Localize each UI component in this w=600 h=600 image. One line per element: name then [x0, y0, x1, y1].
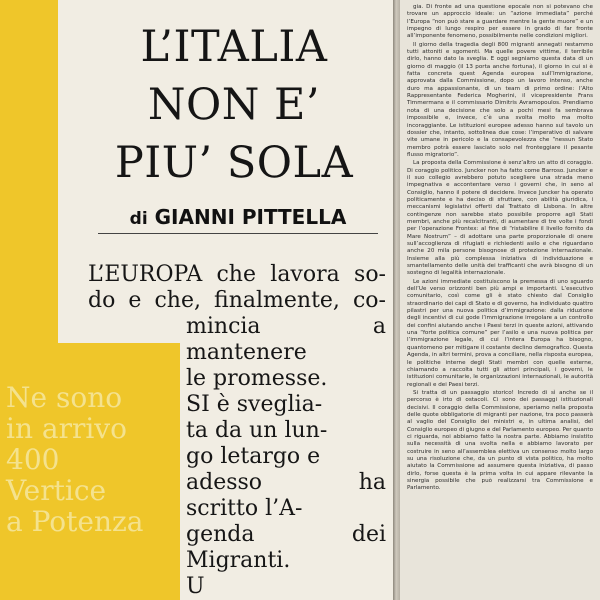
sidebar-line: Vertice — [6, 474, 107, 507]
byline-prefix: di — [129, 209, 148, 229]
byline-author: GIANNI PITTELLA — [154, 205, 347, 229]
lead-paragraph — [88, 262, 386, 600]
headline-line: NON E’ — [147, 80, 321, 130]
lead-line: mincia a — [186, 314, 386, 339]
byline — [98, 205, 378, 229]
sidebar-line: in arrivo — [6, 412, 127, 445]
column-paragraph: Le azioni immediate costituiscono la premessa di uno sguardo dell’Ue verso orizzonti ben più ampi e importanti. L’esecutivo comunitario, così come gli è stato chiesto dal Consiglio straordinario dei capi di Stato e di governo, ha individuato quattro pilastri per una nuova politica d’immigrazione: dalla riduzione degli incentivi di cui gode l’immigrazione irregolare a un controllo dei confini aiutando anche i Paesi terzi in queste azioni, attivando una “forte politica comune” per l’asilo e una nuova politica per l’immigrazione legale, di cui l’intera Europa ha bisogno, quantomeno per mitigare il costante declino demografico. Questa Agenda, in altri termini, prova a conciliare, nella risposta europea, le politiche interne degli Stati membri con quelle esterne, chiamando a raccolta tutti gli attori principali, i governi, le istituzioni comunitarie, le organizzazioni internazionali, le autorità regionali e dei Paesi terzi. — [407, 278, 593, 388]
sidebar-line: a Potenza — [6, 505, 144, 538]
sidebar-line: 400 — [6, 443, 60, 476]
article-headline — [95, 18, 373, 192]
headline-line: L’ITALIA — [140, 22, 328, 72]
lead-line: genda dei — [186, 522, 386, 547]
page-fold — [393, 0, 400, 600]
lead-line: le promesse. — [186, 366, 328, 391]
lead-line: do e che, finalmente, co- — [88, 288, 386, 313]
lead-line: Migranti. — [186, 548, 291, 573]
column-paragraph: Il giorno della tragedia degli 800 migranti annegati restammo tutti attoniti e sgomenti. Ma quelle povere vittime, il terribile dirlo, hanno dato la sveglia. E oggi segniamo questa data di un giorno di maggio (il 13 porta anche fortuna), il giorno in cui si è fatta concreta quest Agenda europea sull’Immigrazione, approvata dalla Commissione, dopo un lavoro intenso, anche duro ma appassionante, di un team di primo ordine: l’Alto Rappresentante Federica Mogherini, il vicepresidente Frans Timmermans e il commissario Dimitris Avramopoulos. Prendiamo nota di una decisione che solo a pochi mesi fa sembrava impossibile e, invece, c’è una svolta molto ma molto incoraggiante. Le istituzioni europee adesso hanno sul tavolo un dossier che, intanto, sottolinea due cose: l’imperativo di salvare vite umane in pericolo e la consapevolezza che “nessun Stato membro potrà essere lasciato solo nel fronteggiare il pesante flusso migratorio”. — [407, 41, 593, 158]
lead-line: U — [186, 574, 205, 599]
column-paragraph: gia. Di fronte ad una questione epocale non si potevano che trovare un approccio ideale: un “azione immediata” perché l’Europa “non può stare a guardare mentre la gente muore” e un impegno di lungo respiro per essere in grado di far fronte all’imponente fenomeno, possibilmente nelle condizioni migliori. — [407, 4, 593, 40]
article-continuation-column — [407, 4, 593, 494]
lead-line: adesso ha — [186, 470, 386, 495]
lead-line: scritto l’A- — [186, 496, 303, 521]
lead-line: mantenere — [186, 340, 307, 365]
lead-line: L’EUROPA che lavora so- — [88, 262, 386, 287]
lead-line: SI è sveglia- — [186, 392, 323, 417]
headline-line: PIU’ SOLA — [114, 138, 354, 188]
lead-line: ta da un lun- — [186, 418, 328, 443]
lead-line: go letargo e — [186, 444, 321, 469]
column-paragraph: Si tratta di un passaggio storico! Incredo di sì anche se il percorso è irto di ostacoli. Ci sono dei passaggi istituzionali decisivi. Il coraggio della Commissione, speriamo nella proposta delle quote obbligatorie di migranti per nazione, tra poco passerà al vaglio del Consiglio dei ministri e, in ultima analisi, del Consiglio europeo di giugno e del Parlamento europeo. Per quanto ci riguarda, noi abbiamo fatto la nostra parte. Abbiamo insistito sulla necessità di una svolta nella e abbiamo lavorato per costruire in seno all’assemblea elettiva un consenso molto largo su una risoluzione che, da un punto di vista politico, ha molto aiutato la Commissione ad assumere questa iniziativa, di passo dirlo, forse questa è la prima volta in cui appare rilevante la sinergia possibile che può realizzarsi tra Commissione e Parlamento. — [407, 389, 593, 492]
column-paragraph: La proposta della Commissione è senz’altro un atto di coraggio. Di coraggio politico. Juncker non ha fatto come Barroso. Juncker e il suo collegio avrebbero potuto scegliere una strada meno impegnativa e accontentare verso i governi che, in seno al Consiglio, hanno il potere di decidere. Invece Juncker ha operato politicamente e ha deciso di sfruttare, con abilità giuridica, i meccanismi legislativi offerti dal Trattato di Lisbona. In altre contingenze non sarebbe stato possibile proporre agli Stati membri, anche più recalcitranti, di aumentare di tre volte i fondi per l’operazione Frontex: al fine di “ristabilire il livello fornito da Mare Nostrum” – di adottare una parte proporzionale di onere sull’accoglienza di rifugiati e richiedenti asilo e che riguardano anche 20 mila persone bisognose di protezione internazionale. Insieme alla più complessa iniziativa di individuazione e smantellamento delle unità dei trafficanti che avrà bisogno di un sostegno di legalità internazionale. — [407, 160, 593, 277]
byline-divider — [98, 233, 378, 234]
sidebar-line: Ne sono — [6, 381, 123, 414]
